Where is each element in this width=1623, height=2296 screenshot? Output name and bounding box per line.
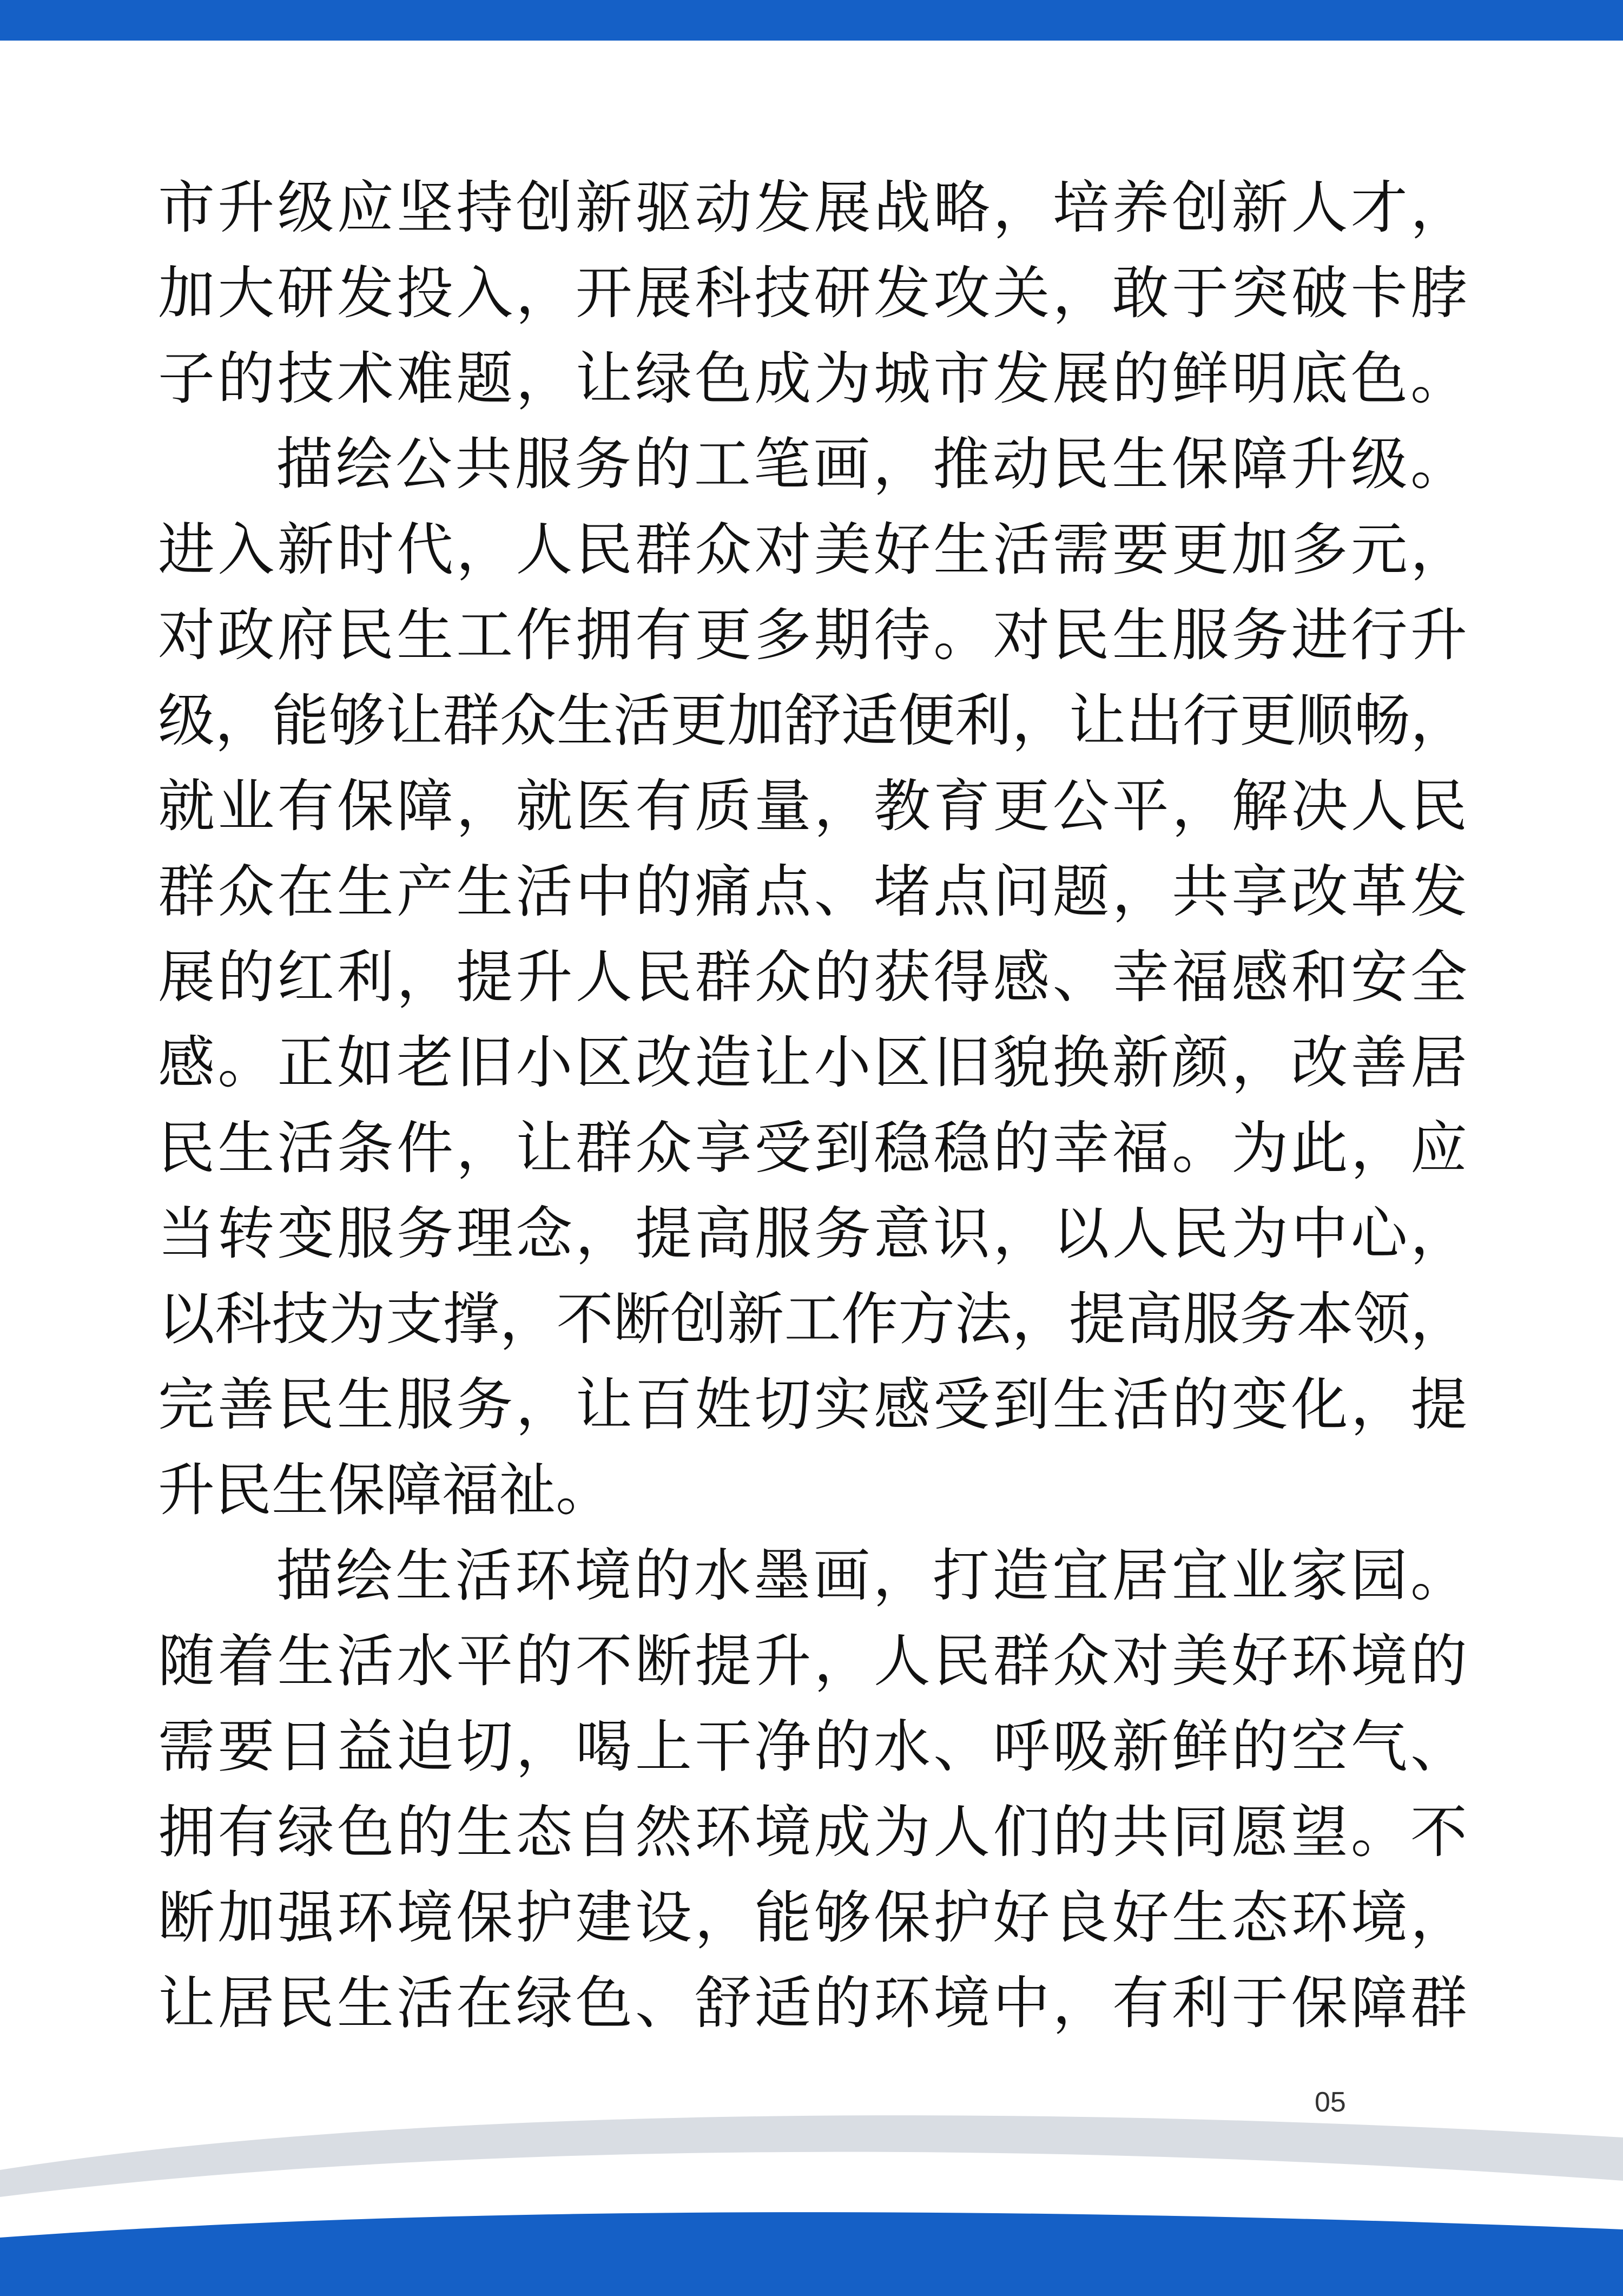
text-line: 展的红利，提升人民群众的获得感、幸福感和安全	[158, 944, 1467, 1010]
text-line: 群众在生产生活中的痛点、堵点问题，共享改革发	[158, 859, 1467, 925]
text-line: 进入新时代，人民群众对美好生活需要更加多元，	[158, 517, 1467, 583]
text-line: 描绘公共服务的工笔画，推动民生保障升级。	[276, 431, 1467, 497]
page-number: 05	[1315, 2087, 1346, 2118]
text-line: 拥有绿色的生态自然环境成为人们的共同愿望。不	[158, 1799, 1467, 1865]
text-line: 就业有保障，就医有质量，教育更公平，解决人民	[158, 773, 1467, 839]
text-line: 子的技术难题，让绿色成为城市发展的鲜明底色。	[158, 346, 1467, 412]
text-line: 升民生保障福祉。	[158, 1457, 613, 1523]
wave-blue	[0, 2212, 1623, 2296]
text-line: 断加强环境保护建设，能够保护好良好生态环境，	[158, 1885, 1467, 1951]
text-line: 随着生活水平的不断提升，人民群众对美好环境的	[158, 1628, 1467, 1694]
footer-wave	[0, 2105, 1623, 2296]
header-band	[0, 0, 1623, 41]
text-line: 让居民生活在绿色、舒适的环境中，有利于保障群	[158, 1970, 1467, 2036]
text-line: 市升级应坚持创新驱动发展战略，培养创新人才，	[158, 175, 1467, 241]
body-text	[158, 165, 1467, 2046]
text-line: 加大研发投入，开展科技研发攻关，敢于突破卡脖	[158, 260, 1467, 326]
text-line: 民生活条件，让群众享受到稳稳的幸福。为此，应	[158, 1115, 1467, 1181]
text-line: 完善民生服务，让百姓切实感受到生活的变化，提	[158, 1372, 1467, 1438]
text-line: 级，能够让群众生活更加舒适便利，让出行更顺畅，	[158, 688, 1467, 754]
text-line: 当转变服务理念，提高服务意识，以人民为中心，	[158, 1201, 1467, 1267]
text-line: 对政府民生工作拥有更多期待。对民生服务进行升	[158, 602, 1467, 668]
text-line: 描绘生活环境的水墨画，打造宜居宜业家园。	[276, 1543, 1467, 1609]
text-line: 感。正如老旧小区改造让小区旧貌换新颜，改善居	[158, 1030, 1467, 1096]
text-line: 需要日益迫切，喝上干净的水、呼吸新鲜的空气、	[158, 1714, 1467, 1780]
text-line: 以科技为支撑，不断创新工作方法，提高服务本领，	[158, 1286, 1467, 1352]
